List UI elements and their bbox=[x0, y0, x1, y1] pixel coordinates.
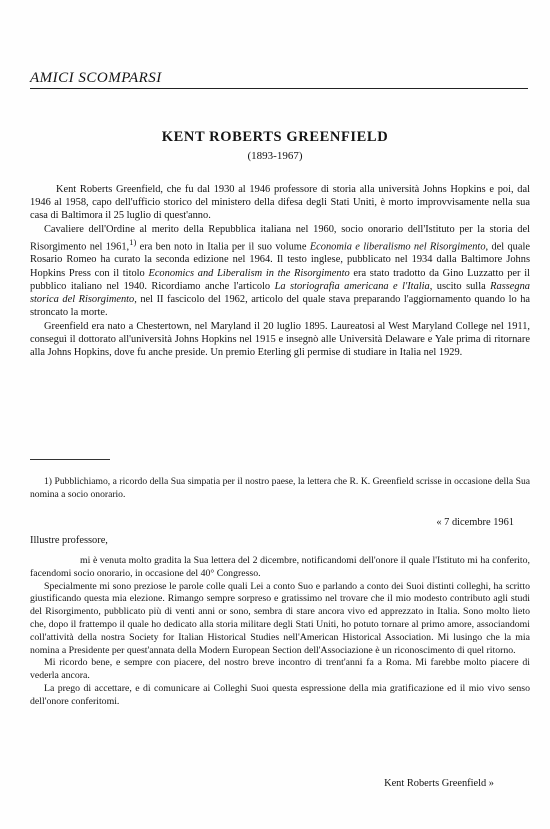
footnote-rule bbox=[30, 459, 110, 460]
paragraph-2-text-3: , del quale Rosario Romeo ha curato la seconda edizione nel 1964. Il testo inglese, pubblicato nel 1934 dalla Baltimore Johns Hopkins Press con il titolo bbox=[30, 241, 530, 279]
letter-signature: Kent Roberts Greenfield » bbox=[384, 778, 494, 789]
paragraph-3: Greenfield era nato a Chestertown, nel Maryland il 20 luglio 1895. Laureatosi al West Maryland College nel 1911, conseguì il dottorato all'università Johns Hopkins nel 1915 e insegnò alle Università Delaware e Yale prima di ritornare alla Johns Hopkins, dove fu anche preside. Un premio Eterling gli permise di studiare in Italia nel 1929. bbox=[30, 320, 530, 358]
book-title-english: Economics and Liberalism in the Risorgimento bbox=[148, 267, 350, 279]
book-title-italian: Economia e liberalismo nel Risorgimento bbox=[309, 241, 486, 253]
obituary-title: KENT ROBERTS GREENFIELD bbox=[161, 129, 389, 145]
letter-salutation: Illustre professore, bbox=[30, 535, 108, 546]
letter-paragraph-1: mi è venuta molto gradita la Sua lettera del 2 dicembre, notificandomi dell'onore il quale l'Istituto mi ha conferito, facendomi socio onorario, in occasione del 40° Congresso. bbox=[30, 555, 530, 579]
journal-title: Rassegna storica del Risorgimento bbox=[30, 280, 530, 306]
footnote-text: Pubblichiamo, a ricordo della Sua simpatia per il nostro paese, la lettera che R. K. Greenfield scrisse in occasione della Sua nomina a socio onorario. bbox=[30, 476, 530, 500]
article-body bbox=[30, 183, 530, 359]
section-rule bbox=[30, 88, 528, 89]
letter-date: « 7 dicembre 1961 bbox=[436, 517, 514, 528]
paragraph-2-text-2: era ben noto in Italia per il suo volume bbox=[136, 241, 310, 253]
footnote bbox=[30, 475, 530, 501]
life-dates: (1893-1967) bbox=[247, 150, 303, 162]
paragraph-2-text-5: , uscito sulla bbox=[429, 280, 491, 292]
paragraph-2-text-6: , nel II fascicolo del 1962, articolo del quale stava preparando l'aggiornamento quando lo ha stroncato la morte. bbox=[30, 294, 531, 319]
footnote-mark: 1) bbox=[44, 476, 52, 487]
letter-paragraph-4: La prego di accettare, e di comunicare ai Colleghi Suoi questa espressione della mia gratificazione ed il mio vivo senso dell'onore conferitomi. bbox=[30, 682, 530, 707]
letter-paragraph-3: Mi ricordo bene, e sempre con piacere, del nostro breve incontro di trent'anni fa a Roma. Mi farebbe molto piacere di vederla ancora. bbox=[30, 657, 530, 682]
footnote-ref: 1) bbox=[129, 236, 137, 247]
paragraph-2-text-1: Cavaliere dell'Ordine al merito della Repubblica italiana nel 1960, socio onorario dell'Istituto per la storia del Risorgimento nel 1961, bbox=[30, 223, 530, 253]
section-heading: AMICI SCOMPARSI bbox=[30, 70, 162, 86]
letter-body bbox=[30, 555, 530, 709]
paragraph-1: Kent Roberts Greenfield, che fu dal 1930 al 1946 professore di storia alla università Johns Hopkins e poi, dal 1946 al 1958, capo dell'ufficio storico del ministero della difesa degli Stati Uniti, è morto improvvisamente nella sua casa di Baltimora il 25 luglio di quest'anno. bbox=[30, 184, 530, 222]
paragraph-2-text-4: era stato tradotto da Gino Luzzatto per il pubblico italiano nel 1940. Ricordiamo anche l'articolo bbox=[30, 267, 530, 292]
paragraph-2 bbox=[30, 223, 530, 320]
article-title: La storiografia americana e l'Italia bbox=[274, 280, 430, 292]
letter-paragraph-2: Specialmente mi sono preziose le parole colle quali Lei a conto Suo e parlando a conto dei Suoi distinti colleghi, ha scritto giustificando questa mia elezione. Rimango sempre sorpreso e gratissimo nel trovare che il mio modesto contributo agli studi del Risorgimento, pubblicato più di venti anni or sono, sembra di stare ancora vivo ed apprezzato in Italia. Sono molto lieto che, dopo il frattempo il quale ho dedicato alla storia militare degli Stati Uniti, ho potuto tornare al primo amore, associandomi coll'attività della nostra Society for Italian Historical Studies nell'American Historical Association. Mi lusingo che la mia nomina a Presidente per quest'annata della Modern European Section dell'Associazione è un riconoscimento di quel ritorno. bbox=[30, 580, 530, 656]
